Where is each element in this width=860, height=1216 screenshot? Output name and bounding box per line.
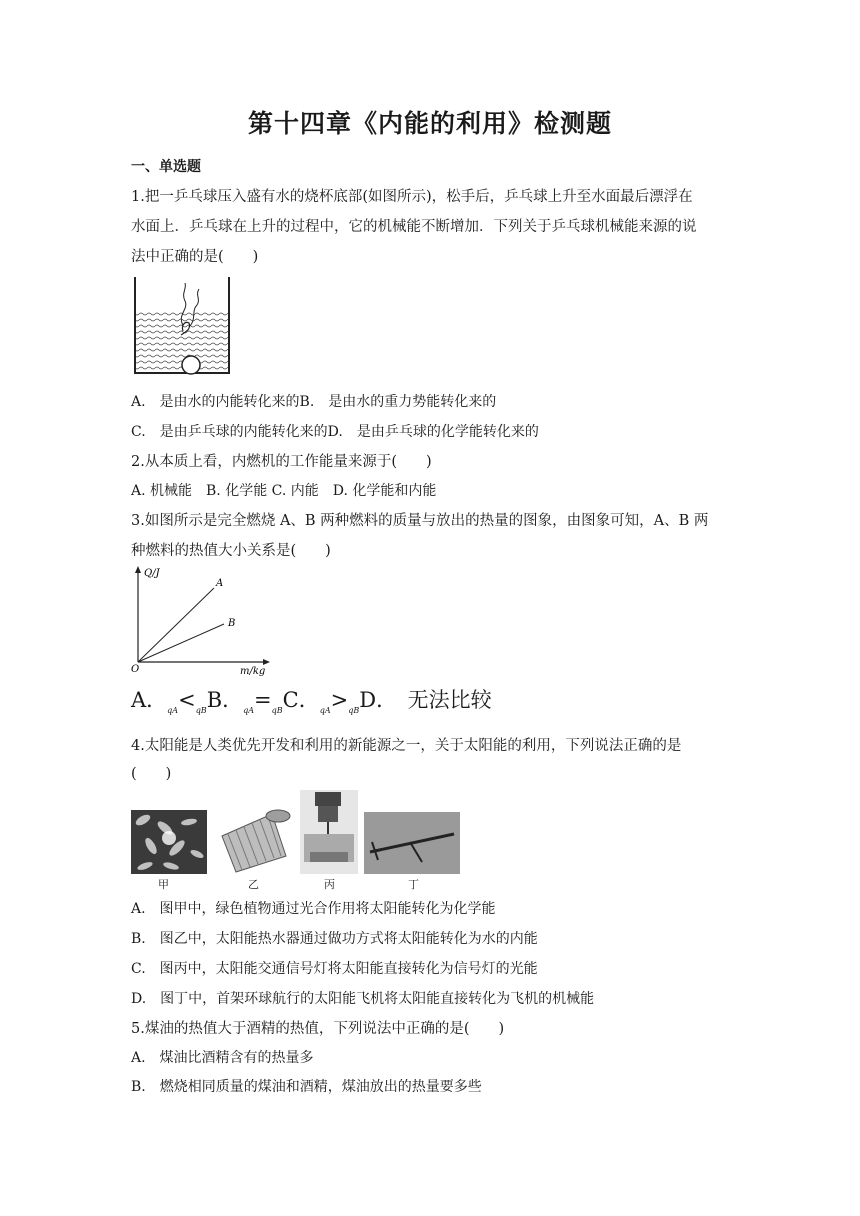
q4-line-2: ( ) [131, 766, 172, 782]
q2-options: A. 机械能 B. 化学能 C. 内能 D. 化学能和内能 [131, 483, 437, 499]
q3-option-d: D． 无法比较 [359, 688, 492, 712]
y-axis-label: Q/J [144, 568, 160, 579]
q2-line-1: 2.从本质上看，内燃机的工作能量来源于( ) [131, 454, 432, 470]
line-b-label: B [228, 618, 236, 629]
line-a [138, 588, 214, 662]
q4-line-1: 4.太阳能是人类优先开发和利用的新能源之一，关于太阳能的利用，下列说法正确的是 [131, 738, 682, 754]
q4-option-c: C. 图丙中，太阳能交通信号灯将太阳能直接转化为信号灯的光能 [131, 961, 538, 977]
line-a-label: A [216, 578, 224, 589]
q3-line-2: 种燃料的热值大小关系是( ) [131, 543, 331, 559]
leaves-photo [131, 810, 207, 874]
q1-options-cd: C. 是由乒乓球的内能转化来的D. 是由乒乓球的化学能转化来的 [131, 424, 539, 440]
caption-ding: 丁 [408, 878, 419, 891]
q1-options-ab: A. 是由水的内能转化来的B. 是由水的重力势能转化来的 [131, 394, 497, 410]
q5-option-b: B. 燃烧相同质量的煤油和酒精，煤油放出的热量要多些 [131, 1079, 482, 1095]
q3-option-c: C． [282, 688, 320, 712]
origin-label: O [131, 664, 140, 675]
q3-options: A．$_{qA}<_{qB}B$．$_{qA}=_{qB}C$．$_{qA}>_{qB}D$． 无法比较 [131, 688, 492, 715]
page-title: 第十四章《内能的利用》检测题 [247, 109, 612, 138]
q5-option-a: A. 煤油比酒精含有的热量多 [131, 1050, 314, 1066]
line-b [138, 624, 224, 662]
q1-line-1: 1.把一乒乓球压入盛有水的烧杯底部(如图所示)，松手后，乒乓球上升至水面最后漂浮在 [131, 189, 693, 205]
caption-yi: 乙 [248, 878, 259, 891]
solar-airplane-photo [364, 812, 460, 874]
q5-line-1: 5.煤油的热值大于酒精的热值，下列说法中正确的是( ) [131, 1021, 505, 1037]
solar-traffic-light-photo [300, 790, 358, 874]
heat-mass-graph [128, 564, 272, 678]
q4-option-a: A. 图甲中，绿色植物通过光合作用将太阳能转化为化学能 [131, 901, 496, 917]
q1-line-2: 水面上．乒乓球在上升的过程中，它的机械能不断增加．下列关于乒乓球机械能来源的说 [131, 219, 697, 235]
beaker-figure [131, 275, 237, 377]
q3-option-b: B． [206, 688, 244, 712]
solar-water-heater-photo [218, 806, 292, 874]
caption-bing: 丙 [324, 878, 335, 891]
q1-line-3: 法中正确的是( ) [131, 249, 259, 265]
q4-option-d: D. 图丁中，首架环球航行的太阳能飞机将太阳能直接转化为飞机的机械能 [131, 991, 595, 1007]
q4-option-b: B. 图乙中，太阳能热水器通过做功方式将太阳能转化为水的内能 [131, 931, 538, 947]
q3-line-1: 3.如图所示是完全燃烧 A、B 两种燃料的质量与放出的热量的图象，由图象可知，A、B 两 [131, 513, 709, 529]
x-axis-label: m/kg [240, 666, 266, 677]
section-heading: 一、单选题 [131, 159, 201, 175]
q3-option-a: A． [131, 688, 168, 712]
caption-jia: 甲 [158, 878, 169, 891]
